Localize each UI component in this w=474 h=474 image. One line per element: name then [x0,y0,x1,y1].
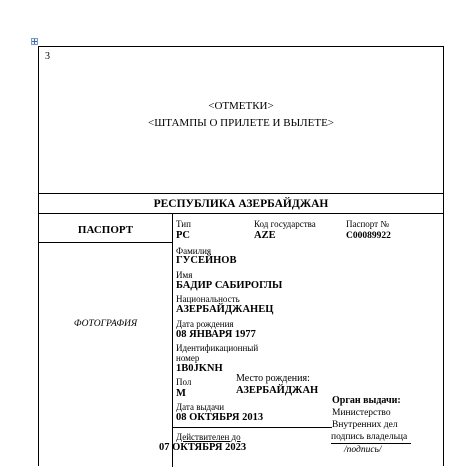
signature-line [331,443,411,444]
id-number-label: Идентификационный [176,343,259,353]
issue-date-label: Дата выдачи [176,402,225,412]
authority-line1: Министерство [332,408,391,418]
sex-label: Пол [176,377,192,387]
passport-number-label: Паспорт № [346,219,389,229]
passport-title: ПАСПОРТ [77,224,134,236]
stamps-title: <ОТМЕТКИ> [208,100,274,112]
type-label: Тип [176,219,191,229]
country-code-label: Код государства [254,219,316,229]
surname-value: ГУСЕЙНОВ [176,255,237,266]
dob-value: 08 ЯНВАРЯ 1977 [176,329,256,340]
divider-passport-title [39,242,172,243]
holder-signature-label: подпись владельца [331,432,408,442]
sex-value: M [176,388,186,399]
place-of-birth-label: Место рождения: [236,373,310,384]
page-number: 3 [45,51,50,62]
stamps-subtitle: <ШТАМПЫ О ПРИЛЕТЕ И ВЫЛЕТЕ> [148,117,334,129]
surname-label: Фамилия [176,246,212,256]
given-name-label: Имя [176,270,193,280]
issue-date-value: 08 ОКТЯБРЯ 2013 [176,412,264,423]
table-move-handle-icon[interactable] [31,38,38,45]
divider-republic [39,213,443,214]
column-divider [172,213,173,467]
divider-stamps [39,193,443,194]
passport-page [38,46,444,466]
nationality-label: Национальность [176,294,240,304]
divider-issue [172,427,332,428]
id-number-value: 1B0JKNH [176,363,223,374]
valid-until-label: Действителен до [176,432,241,442]
passport-number-value: C00089922 [346,231,391,241]
authority-label: Орган выдачи: [332,395,401,406]
photo-placeholder: ФОТОГРАФИЯ [73,319,138,329]
dob-label: Дата рождения [176,319,234,329]
nationality-value: АЗЕРБАЙДЖАНЕЦ [176,304,274,315]
given-name-value: БАДИР САБИРОГЛЫ [176,280,283,291]
place-of-birth-value: АЗЕРБАЙДЖАН [236,385,319,396]
country-code-value: AZE [254,230,276,241]
authority-line2: Внутренних дел [332,420,398,430]
republic-title: РЕСПУБЛИКА АЗЕРБАЙДЖАН [153,198,329,210]
valid-until-value: 07 ОКТЯБРЯ 2023 [159,442,247,453]
type-value: PC [176,230,190,241]
id-number-label-2: номер [176,353,200,363]
signature-note: /подпись/ [344,445,382,455]
